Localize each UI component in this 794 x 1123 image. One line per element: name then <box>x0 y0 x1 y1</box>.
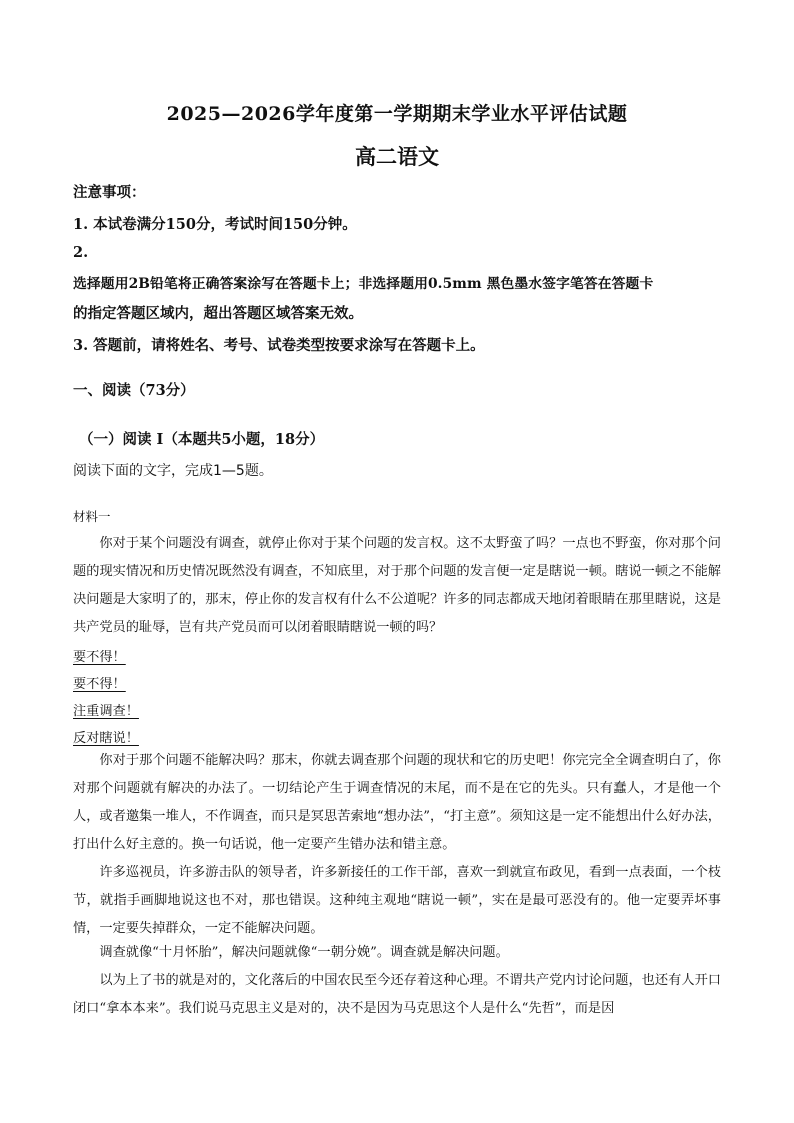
exam-title: 2025—2026学年度第一学期期末学业水平评估试题 <box>166 103 628 125</box>
notice-item-2-line-1: 选择题用2B铅笔将正确答案涂写在答题卡上；非选择题用0.5mm 黑色墨水签字笔答在答题卡 <box>73 276 654 292</box>
material-label: 材料一 <box>73 509 111 524</box>
passage-paragraph-3: 许多巡视员，许多游击队的领导者，许多新接任的工作干部，喜欢一到就宣布政见，看到一点表面，一个枝节，就指手画脚地说这也不对，那也错误。这种纯主观地“瞎说一顿”，实在是最可恶没有的。他一定要弄坏事情，一定要失掉群众，一定不能解决问题。 <box>73 865 721 937</box>
passage-exclaim-3: 注重调查！ <box>73 704 139 719</box>
passage-paragraph-4: 调查就像“十月怀胎”，解决问题就像“一朝分娩”。调查就是解决问题。 <box>99 945 509 960</box>
passage-exclaim-1: 要不得！ <box>73 650 126 665</box>
subsection-reading-1: （一）阅读 Ⅰ（本题共5小题，18分） <box>79 431 325 448</box>
passage-paragraph-5: 以为上了书的就是对的，文化落后的中国农民至今还存着这种心理。不谓共产党内讨论问题，也还有人开口闭口“拿本本来”。我们说马克思主义是对的，决不是因为马克思这个人是什么“先哲”，而是因 <box>73 973 721 1017</box>
passage-exclaim-2: 要不得！ <box>73 677 126 692</box>
reading-instruction: 阅读下面的文字，完成1—5题。 <box>73 463 273 479</box>
notice-item-1: 1. 本试卷满分150分，考试时间150分钟。 <box>73 216 357 233</box>
notice-item-2-line-2: 的指定答题区域内，超出答题区域答案无效。 <box>73 305 363 322</box>
notice-heading: 注意事项： <box>73 184 146 201</box>
passage-paragraph-2: 你对于那个问题不能解决吗？那末，你就去调查那个问题的现状和它的历史吧！你完完全全调查明白了，你对那个问题就有解决的办法了。一切结论产生于调查情况的末尾，而不是在它的先头。只有蠢人，才是他一个人，或者邀集一堆人，不作调查，而只是冥思苦索地“想办法”，“打主意”。须知这是一定不能想出什么好办法，打出什么好主意的。换一句话说，他一定要产生错办法和错主意。 <box>73 753 721 853</box>
subject-title: 高二语文 <box>355 144 439 169</box>
notice-item-3: 3. 答题前，请将姓名、考号、试卷类型按要求涂写在答题卡上。 <box>73 337 485 354</box>
notice-item-2-number: 2. <box>73 244 89 261</box>
passage-exclaim-4: 反对瞎说！ <box>73 731 139 746</box>
passage-paragraph-1: 你对于某个问题没有调查，就停止你对于某个问题的发言权。这不太野蛮了吗？一点也不野蛮，你对那个问题的现实情况和历史情况既然没有调查，不知底里，对于那个问题的发言便一定是瞎说一顿。瞎说一顿之不能解决问题是大家明了的，那末，停止你的发言权有什么不公道呢？许多的同志都成天地闭着眼睛在那里瞎说，这是共产党员的耻辱，岂有共产党员而可以闭着眼睛瞎说一顿的吗？ <box>73 536 721 636</box>
section-reading: 一、阅读（73分） <box>73 382 195 399</box>
